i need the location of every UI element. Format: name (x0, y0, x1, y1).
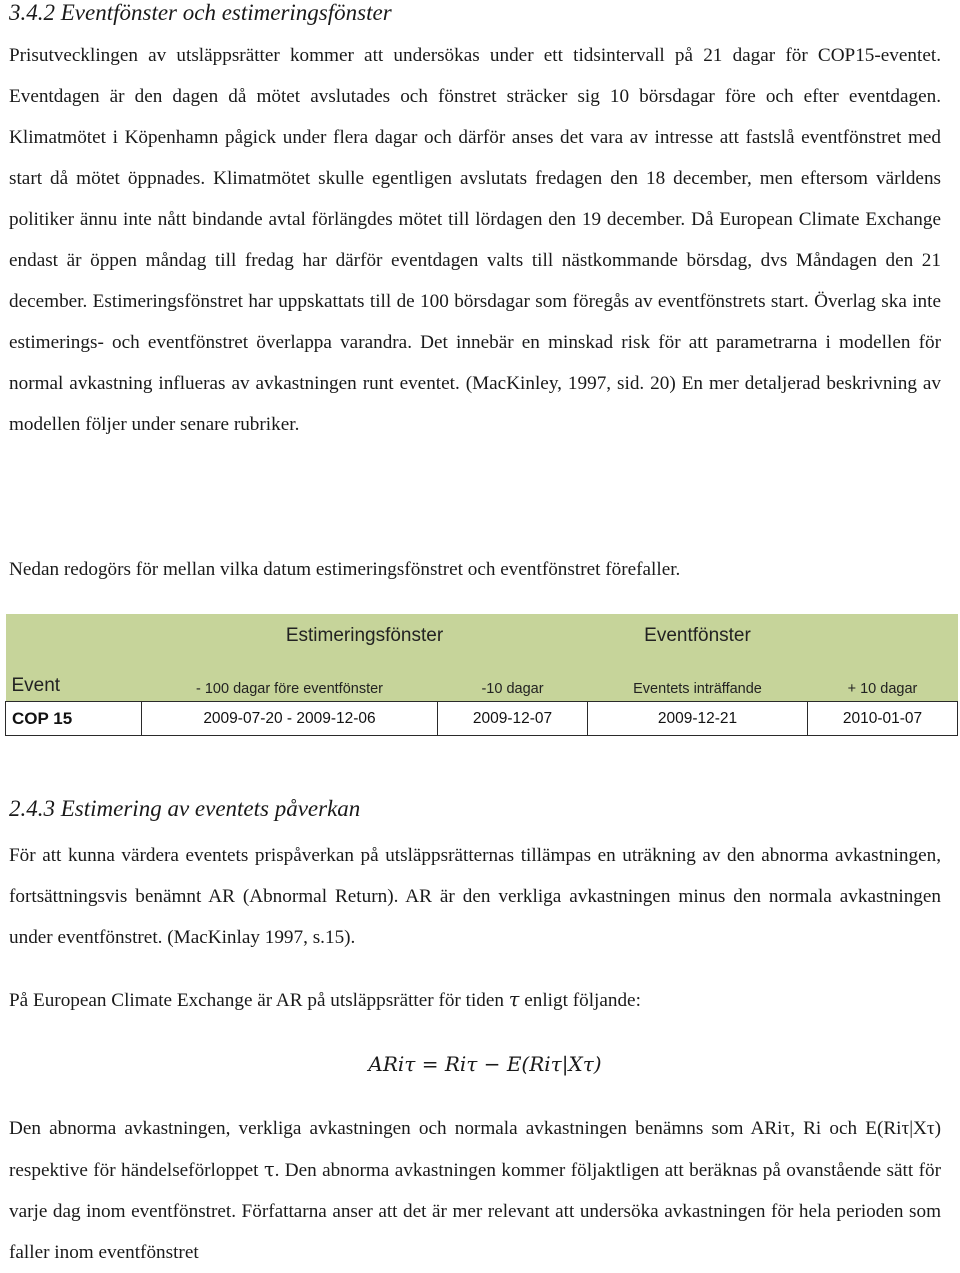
paragraph-abnormal-return-notation (9, 1108, 941, 1273)
tau-symbol: τ (508, 988, 520, 1011)
table-header-empty-2 (808, 614, 958, 658)
table-row (6, 702, 958, 736)
table-cell-event-date: 2009-12-21 (588, 702, 808, 736)
abnormal-return-formula: AR𝑖𝜏 = R𝑖𝜏 − E(R𝑖𝜏|X𝜏) (368, 1052, 602, 1076)
section-heading-impact-estimation: 2.4.3 Estimering av eventets påverkan (9, 796, 361, 821)
tau-symbol-2: τ (263, 1158, 275, 1181)
table-header-event-label: Event (6, 658, 142, 702)
table-header-event-window: Eventfönster (588, 614, 808, 658)
section-heading-event-window: 3.4.2 Eventfönster och estimeringsfönster (9, 0, 392, 25)
table-cell-window-start: 2009-12-07 (438, 702, 588, 736)
notation-text-a: Den abnorma avkastningen, verkliga avkastningen och normala avkastningen benämns som ARiτ, Ri och E(Riτ|Xτ) respektive för händelseförloppet (9, 1118, 941, 1181)
notation-text-b: . Den abnorma avkastningen kommer följaktligen att beräknas på ovanstående sätt för varje dag inom eventfönstret. Författarna anser att det är mer relevant att undersöka avkastningen för hela perioden som faller inom eventfönstret (9, 1160, 941, 1263)
table-header-event-occurrence: Eventets inträffande (588, 658, 808, 702)
event-window-table (5, 614, 958, 736)
formula-intro-text-a: På European Climate Exchange är AR på utsläppsrätter för tiden (9, 990, 509, 1011)
table-header-empty (6, 614, 142, 658)
table-cell-window-end: 2010-01-07 (808, 702, 958, 736)
table-cell-event-name: COP 15 (6, 702, 142, 736)
table-header-minus-10: -10 dagar (438, 658, 588, 702)
table-header-plus-10: + 10 dagar (808, 658, 958, 702)
table-header-minus-100: - 100 dagar före eventfönster (142, 658, 438, 702)
paragraph-formula-intro (9, 988, 941, 1013)
formula-intro-text-b: enligt följande: (519, 990, 641, 1011)
table-header-estimation-window: Estimeringsfönster (142, 614, 588, 658)
table-header-row-2 (6, 658, 958, 702)
paragraph-event-window-description: Prisutvecklingen av utsläppsrätter kommer att undersökas under ett tidsintervall på 21 dagar för COP15-eventet. Eventdagen är den dagen då mötet avslutades och fönstret sträcker sig 10 börsdagar före och efter eventdagen. Klimatmötet i Köpenhamn pågick under flera dagar och därför anses det vara av intresse att fastslå eventfönstret med start då mötet öppnades. Klimatmötet skulle egentligen avslutats fredagen den 18 december, men eftersom världens politiker ännu inte nått bindande avtal förlängdes mötet till lördagen den 19 december. Då European Climate Exchange endast är öppen måndag till fredag har därför eventdagen valts till nästkommande börsdag, dvs Måndagen den 21 december. Estimeringsfönstret har uppskattats till de 100 börsdagar som föregås av eventfönstrets start. Överlag ska inte estimerings- och eventfönstret överlappa varandra. Det innebär en minskad risk för att parametrarna i modellen för normal avkastning influeras av avkastningen runt eventet. (MacKinley, 1997, sid. 20) En mer detaljerad beskrivning av modellen följer under senare rubriker. (9, 45, 941, 435)
paragraph-table-intro: Nedan redogörs för mellan vilka datum estimeringsfönstret och eventfönstret förefaller. (9, 559, 681, 580)
table-header-row-1 (6, 614, 958, 658)
paragraph-abnormal-return-definition: För att kunna värdera eventets prispåverkan på utsläppsrätternas tillämpas en uträkning av den abnorma avkastningen, fortsättningsvis benämnt AR (Abnormal Return). AR är den verkliga avkastningen minus den normala avkastningen under eventfönstret. (MacKinlay 1997, s.15). (9, 845, 941, 948)
table-cell-estimation-range: 2009-07-20 - 2009-12-06 (142, 702, 438, 736)
